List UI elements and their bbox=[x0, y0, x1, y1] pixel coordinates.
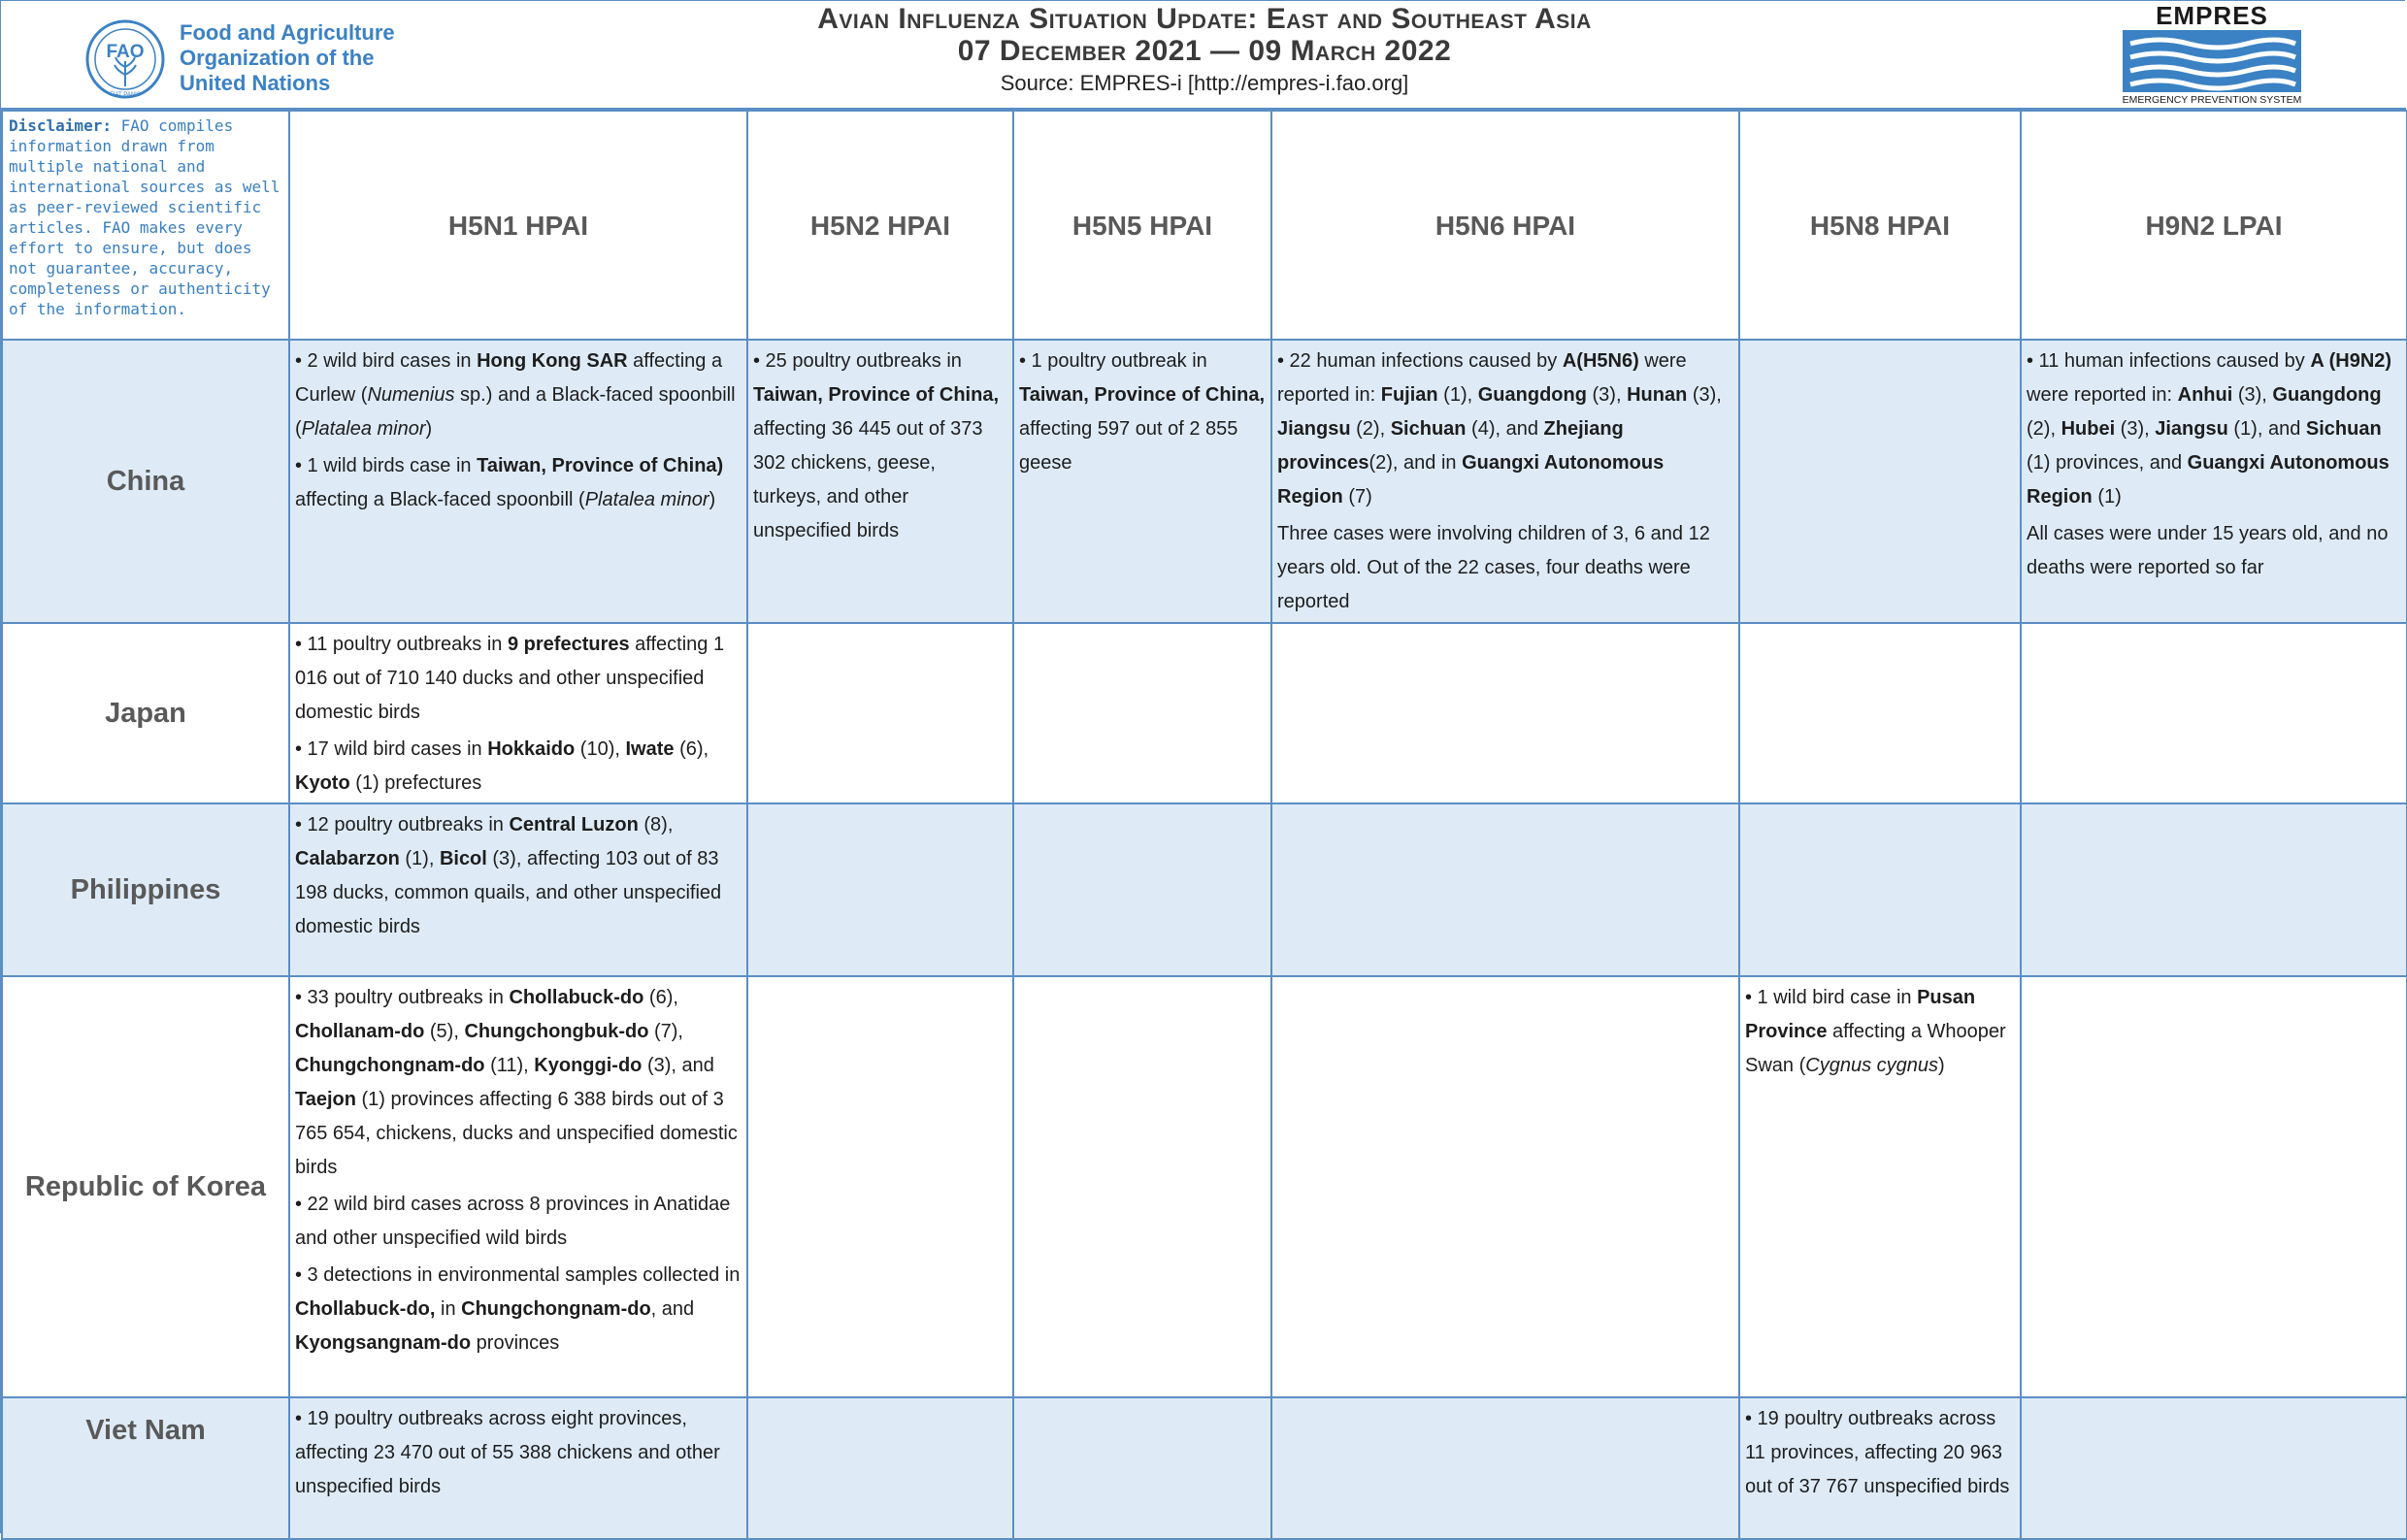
table-cell bbox=[2021, 976, 2407, 1397]
text-run: (1), bbox=[399, 848, 440, 869]
cell-paragraph bbox=[295, 1402, 742, 1504]
cell-paragraph bbox=[1277, 344, 1734, 514]
cell-paragraph bbox=[295, 1188, 742, 1256]
text-run: • 22 wild bird cases across 8 provinces in Anatidae and other unspecified wild birds bbox=[295, 1194, 731, 1249]
table-cell bbox=[289, 340, 747, 623]
text-run: (3), bbox=[1586, 384, 1628, 406]
bold-text: Guangdong bbox=[1477, 384, 1587, 406]
cell-paragraph bbox=[295, 344, 742, 446]
text-run: in bbox=[435, 1298, 462, 1320]
table-cell bbox=[747, 340, 1013, 623]
table-cell bbox=[1013, 803, 1271, 976]
cell-paragraph bbox=[295, 733, 742, 801]
cell-paragraph bbox=[753, 344, 1008, 548]
table-cell bbox=[747, 976, 1013, 1397]
text-run: (3), and bbox=[642, 1055, 714, 1076]
cell-paragraph bbox=[2027, 517, 2402, 585]
bold-text: Chungchongnam-do bbox=[461, 1298, 651, 1320]
column-header-h5n2: H5N2 HPAI bbox=[747, 111, 1013, 340]
text-run: (3), affecting 103 out of 83 198 ducks, common quails, and other unspecified domestic birds bbox=[295, 848, 722, 937]
table-cell bbox=[2021, 340, 2407, 623]
cell-paragraph bbox=[1745, 1402, 2016, 1504]
situation-table bbox=[1, 110, 2407, 1540]
text-run: (8), bbox=[638, 814, 674, 836]
bold-text: Bicol bbox=[439, 848, 487, 869]
table-cell bbox=[1013, 1397, 1271, 1539]
italic-text: Platalea minor bbox=[584, 489, 709, 510]
bold-text: Taiwan, Province of China) bbox=[477, 455, 724, 476]
date-range: 07 December 2021 — 09 March 2022 bbox=[957, 35, 1452, 67]
bold-text: Hong Kong SAR bbox=[477, 350, 628, 372]
table-row bbox=[2, 976, 2407, 1397]
text-run: (1), bbox=[1437, 384, 1478, 406]
bold-text: Fujian bbox=[1380, 384, 1438, 406]
column-header-h5n8: H5N8 HPAI bbox=[1739, 111, 2021, 340]
text-run: were reported in: bbox=[1277, 350, 1687, 406]
column-header-h5n1: H5N1 HPAI bbox=[289, 111, 747, 340]
text-run: All cases were under 15 years old, and no deaths were reported so far bbox=[2027, 523, 2389, 578]
text-run: • 11 poultry outbreaks in bbox=[295, 634, 508, 655]
cell-paragraph bbox=[295, 808, 742, 944]
text-run: (11), bbox=[484, 1055, 535, 1076]
text-run: (1) bbox=[2092, 486, 2122, 508]
bold-text: Calabarzon bbox=[295, 848, 400, 869]
text-run: (10), bbox=[575, 738, 626, 760]
table-cell bbox=[1013, 976, 1271, 1397]
text-run: (6), bbox=[674, 738, 709, 760]
text-run: • 1 wild bird case in bbox=[1745, 987, 1918, 1008]
source-line: Source: EMPRES-i [http://empres-i.fao.org] bbox=[1000, 71, 1409, 95]
text-run: (2), bbox=[2027, 418, 2061, 440]
disclaimer-label: Disclaimer: bbox=[9, 116, 112, 135]
text-run: (6), bbox=[643, 987, 678, 1008]
bold-text: Chollanam-do bbox=[295, 1021, 425, 1042]
bold-text: Hubei bbox=[2061, 418, 2116, 440]
text-run: affecting a Black-faced spoonbill ( bbox=[295, 489, 585, 510]
bold-text: Pusan Province bbox=[1745, 987, 1976, 1042]
text-run: (1) provinces, and bbox=[2027, 452, 2188, 474]
table-cell bbox=[1271, 976, 1739, 1397]
organization-name-line-2: Organization of the bbox=[180, 46, 375, 70]
cell-paragraph bbox=[295, 1259, 742, 1360]
table-cell bbox=[2021, 623, 2407, 803]
bold-text: Jiangsu bbox=[2155, 418, 2228, 440]
text-run: ) bbox=[709, 489, 716, 510]
text-run: ) bbox=[1938, 1055, 1945, 1076]
italic-text: Cygnus cygnus bbox=[1805, 1055, 1938, 1076]
bold-text: Taiwan, Province of China, bbox=[753, 384, 1000, 406]
cell-paragraph bbox=[295, 628, 742, 730]
disclaimer bbox=[2, 111, 289, 340]
text-run: (3), bbox=[2232, 384, 2273, 406]
table-cell bbox=[1013, 340, 1271, 623]
text-run: affecting 597 out of 2 855 geese bbox=[1019, 418, 1238, 474]
bold-text: Anhui bbox=[2177, 384, 2233, 406]
empres-logo-icon bbox=[2121, 3, 2303, 106]
text-run: (3), bbox=[1687, 384, 1722, 406]
table-row bbox=[2, 340, 2407, 623]
text-run: affecting 36 445 out of 373 302 chickens, geese, turkeys, and other unspecified birds bbox=[753, 418, 983, 541]
table-cell bbox=[289, 623, 747, 803]
table-cell bbox=[1271, 340, 1739, 623]
bold-text: Chungchongnam-do bbox=[295, 1055, 485, 1076]
country-name: Viet Nam bbox=[2, 1397, 289, 1539]
country-name: Japan bbox=[2, 623, 289, 803]
text-run: affecting a Whooper Swan ( bbox=[1745, 1021, 2006, 1076]
bold-text: Kyongsangnam-do bbox=[295, 1332, 472, 1354]
text-run: (3), bbox=[2115, 418, 2156, 440]
text-run: (2), bbox=[1350, 418, 1391, 440]
header bbox=[1, 1, 2406, 110]
table-cell bbox=[2021, 1397, 2407, 1539]
bold-text: Jiangsu bbox=[1277, 418, 1351, 440]
country-name: Republic of Korea bbox=[2, 976, 289, 1397]
table-cell bbox=[289, 803, 747, 976]
cell-paragraph bbox=[295, 449, 742, 517]
table-cell bbox=[289, 1397, 747, 1539]
organization-name-line-3: United Nations bbox=[180, 71, 331, 95]
bold-text: Chollabuck-do bbox=[509, 987, 644, 1008]
text-run: affecting a Curlew ( bbox=[295, 350, 723, 406]
bold-text: Taiwan, Province of China, bbox=[1019, 384, 1266, 406]
table-cell bbox=[1013, 623, 1271, 803]
empres-logo-name: EMPRES bbox=[2156, 3, 2268, 30]
table-cell bbox=[1271, 1397, 1739, 1539]
table-cell bbox=[747, 803, 1013, 976]
bold-text: Chungchongbuk-do bbox=[464, 1021, 649, 1042]
text-run: Three cases were involving children of 3, 6 and 12 years old. Out of the 22 cases, four deaths were reported bbox=[1277, 523, 1710, 612]
bold-text: 9 prefectures bbox=[507, 634, 630, 655]
table-cell bbox=[2021, 803, 2407, 976]
table-row bbox=[2, 1397, 2407, 1539]
table-cell bbox=[1739, 623, 2021, 803]
text-run: (1), and bbox=[2227, 418, 2306, 440]
table-cell bbox=[289, 976, 747, 1397]
text-run: • 11 human infections caused by bbox=[2027, 350, 2311, 372]
fao-logo-letters: FAO bbox=[106, 42, 145, 62]
cell-paragraph bbox=[2027, 344, 2402, 514]
text-run: (7) bbox=[1342, 486, 1372, 508]
bold-text: Sichuan bbox=[1390, 418, 1467, 440]
column-header-h5n5: H5N5 HPAI bbox=[1013, 111, 1271, 340]
fao-logo-icon bbox=[84, 18, 166, 100]
table-cell bbox=[1271, 803, 1739, 976]
text-run: (1) prefectures bbox=[349, 772, 482, 794]
text-run: sp.) and a Black-faced spoonbill ( bbox=[295, 384, 736, 440]
organization-name-line-1: Food and Agriculture bbox=[180, 20, 395, 45]
text-run: (2), and in bbox=[1368, 452, 1463, 474]
text-run: , and bbox=[650, 1298, 695, 1320]
title-block bbox=[583, 3, 1826, 96]
bold-text: Zhejiang provinces bbox=[1277, 418, 1624, 474]
organization-name bbox=[180, 20, 395, 96]
text-run: ) bbox=[425, 418, 433, 440]
bold-text: A (H9N2) bbox=[2310, 350, 2392, 372]
text-run: affecting 1 016 out of 710 140 ducks and other unspecified domestic birds bbox=[295, 634, 725, 723]
cell-paragraph bbox=[1745, 981, 2016, 1083]
text-run: • 3 detections in environmental samples collected in bbox=[295, 1264, 741, 1286]
cell-paragraph bbox=[1277, 517, 1734, 619]
bold-text: Hunan bbox=[1627, 384, 1688, 406]
italic-text: Platalea minor bbox=[301, 418, 426, 440]
table-row bbox=[2, 623, 2407, 803]
text-run: • 17 wild bird cases in bbox=[295, 738, 488, 760]
bold-text: Kyonggi-do bbox=[534, 1055, 643, 1076]
bold-text: Central Luzon bbox=[509, 814, 639, 836]
text-run: • 33 poultry outbreaks in bbox=[295, 987, 510, 1008]
text-run: • 19 poultry outbreaks across 11 provinces, affecting 20 963 out of 37 767 unspecified birds bbox=[1745, 1408, 2010, 1497]
cell-paragraph bbox=[1019, 344, 1267, 480]
bold-text: Taejon bbox=[295, 1089, 356, 1110]
column-header-h9n2: H9N2 LPAI bbox=[2021, 111, 2407, 340]
empres-logo-subtitle: EMERGENCY PREVENTION SYSTEM bbox=[2122, 94, 2302, 106]
table-cell bbox=[1739, 1397, 2021, 1539]
table-cell bbox=[747, 623, 1013, 803]
page-title: Avian Influenza Situation Update: East and Southeast Asia bbox=[817, 3, 1592, 35]
bold-text: Iwate bbox=[625, 738, 675, 760]
text-run: • 12 poultry outbreaks in bbox=[295, 814, 510, 836]
disclaimer-text: FAO compiles information drawn from multiple national and international sources as well as peer-reviewed scientific articles. FAO makes every effort to ensure, but does not guarantee, accuracy, completeness or authenticity of the information. bbox=[9, 116, 280, 318]
table-header-row bbox=[2, 111, 2407, 340]
text-run: (5), bbox=[424, 1021, 465, 1042]
text-run: • 19 poultry outbreaks across eight provinces, affecting 23 470 out of 55 388 chickens and other unspecified birds bbox=[295, 1408, 720, 1497]
text-run: were reported in: bbox=[2027, 384, 2178, 406]
table-cell bbox=[1739, 803, 2021, 976]
bold-text: Kyoto bbox=[295, 772, 350, 794]
cell-paragraph bbox=[295, 981, 742, 1185]
fao-logo-motto: FIAT PANIS bbox=[110, 92, 141, 98]
country-name: China bbox=[2, 340, 289, 623]
text-run: • 2 wild bird cases in bbox=[295, 350, 478, 372]
bold-text: Guangxi Autonomous Region bbox=[1277, 452, 1665, 508]
text-run: • 25 poultry outbreaks in bbox=[753, 350, 962, 372]
text-run: • 22 human infections caused by bbox=[1277, 350, 1563, 372]
text-run: (7), bbox=[648, 1021, 683, 1042]
text-run: (1) provinces affecting 6 388 birds out of 3 765 654, chickens, ducks and unspecified domestic birds bbox=[295, 1089, 738, 1178]
bold-text: Guangxi Autonomous Region bbox=[2027, 452, 2390, 508]
table-cell bbox=[1739, 976, 2021, 1397]
text-run: provinces bbox=[471, 1332, 560, 1354]
bold-text: Sichuan bbox=[2305, 418, 2382, 440]
bold-text: Hokkaido bbox=[487, 738, 576, 760]
bold-text: A(H5N6) bbox=[1562, 350, 1639, 372]
bold-text: Chollabuck-do, bbox=[295, 1298, 436, 1320]
country-name: Philippines bbox=[2, 803, 289, 976]
column-header-h5n6: H5N6 HPAI bbox=[1271, 111, 1739, 340]
bold-text: Guangdong bbox=[2272, 384, 2382, 406]
text-run: • 1 poultry outbreak in bbox=[1019, 350, 1207, 372]
text-run: (4), and bbox=[1466, 418, 1544, 440]
table-cell bbox=[1739, 340, 2021, 623]
table-cell bbox=[1271, 623, 1739, 803]
text-run: • 1 wild birds case in bbox=[295, 455, 478, 476]
italic-text: Numenius bbox=[367, 384, 455, 406]
table-row bbox=[2, 803, 2407, 976]
table-cell bbox=[747, 1397, 1013, 1539]
